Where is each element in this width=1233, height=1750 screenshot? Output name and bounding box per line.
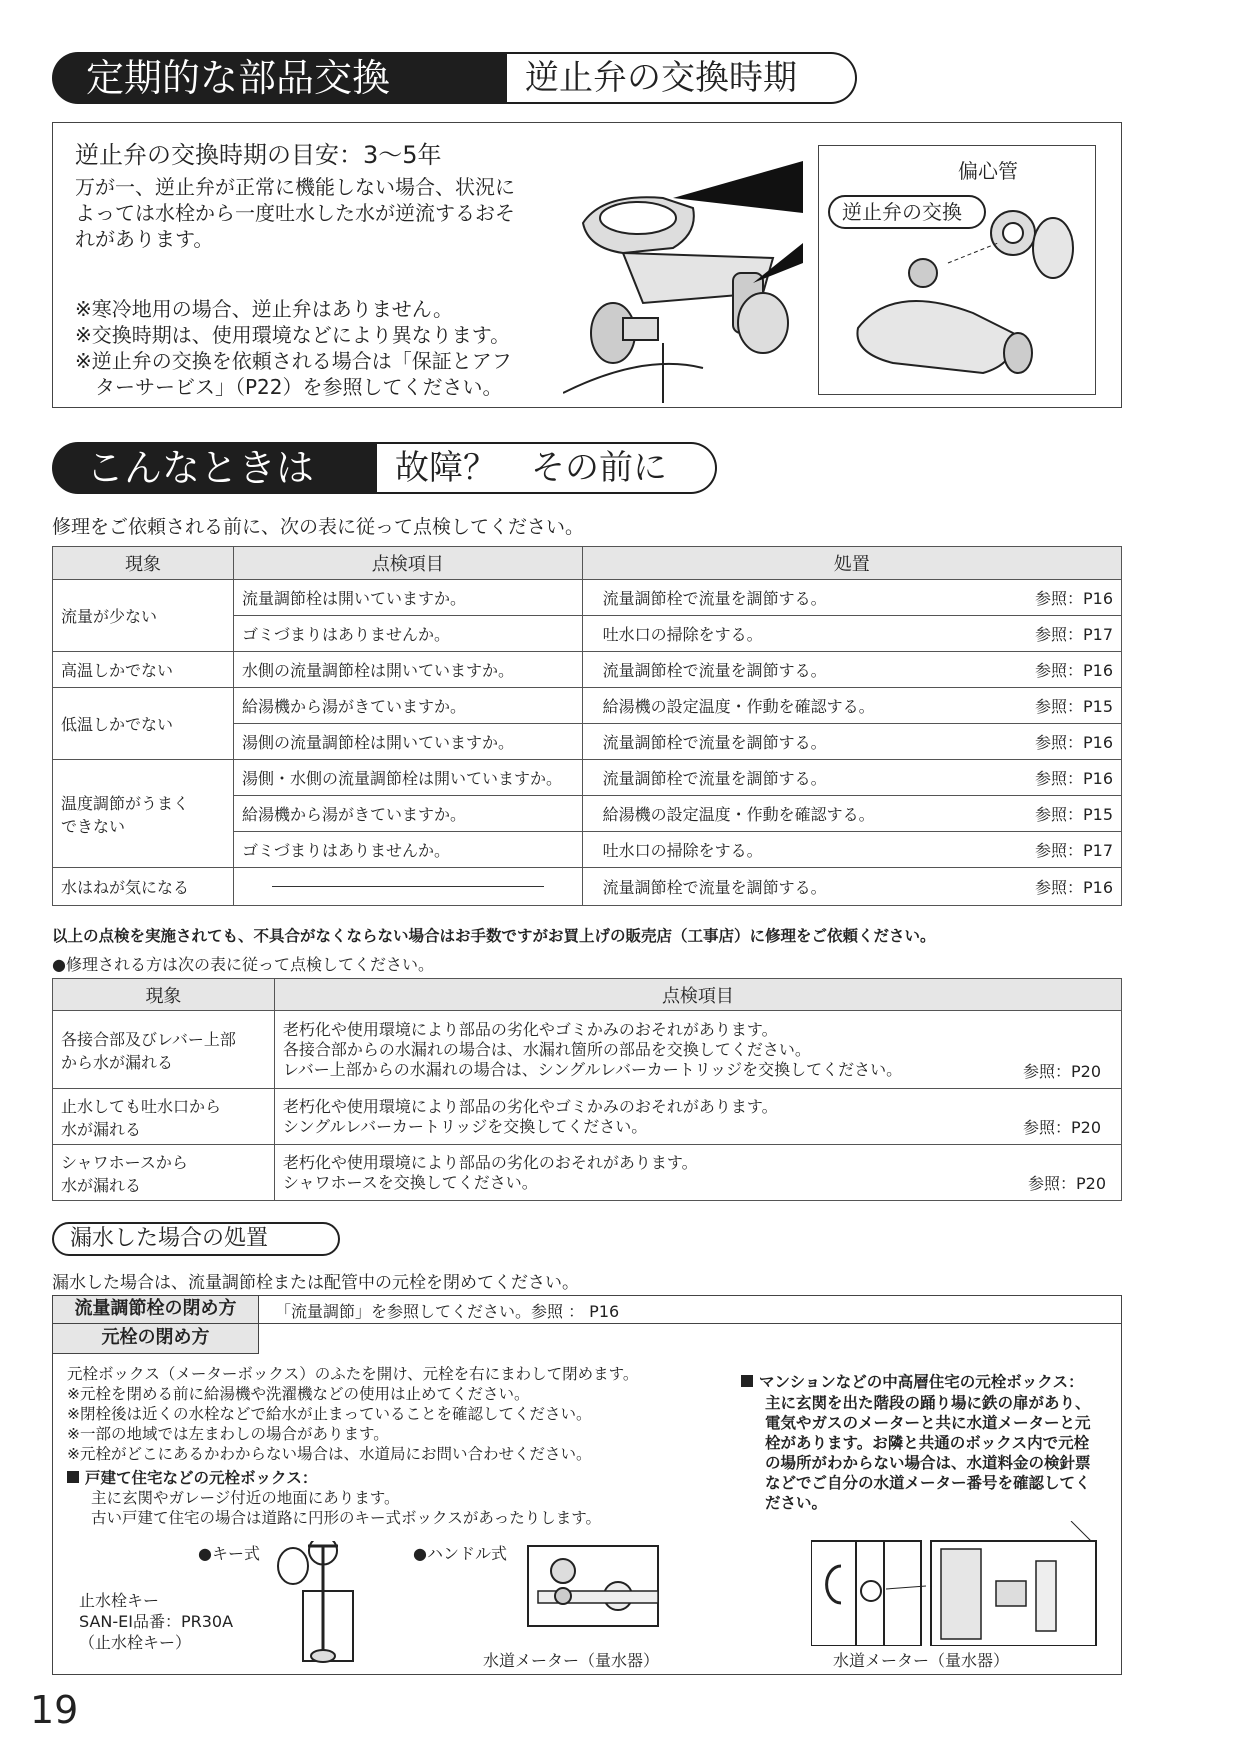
mansion-title (741, 1370, 1084, 1392)
mansion-body-3: 栓があります。お隣と共通のボックス内で元栓 (765, 1434, 1090, 1452)
repair-table (52, 978, 1122, 1201)
action-text: 給湯機の設定温度・作動を確認する。 (602, 805, 875, 824)
section-title: 定期的な部品交換 (52, 52, 507, 104)
row1-label-cell: 流量調節栓の閉め方 (53, 1296, 259, 1324)
check-cell (274, 1145, 1121, 1201)
valve-body-1: 元栓ボックス（メーターボックス）のふたを開け、元栓を右にまわして閉めます。 (67, 1365, 639, 1383)
mansion-title-text: マンションなどの中高層住宅の元栓ボックス： (759, 1373, 1084, 1391)
ref-text: 参照：P16 (1034, 589, 1113, 608)
key-note-2: SAN-EI品番：PR30A (79, 1612, 234, 1631)
valve-note-1: ※寒冷地用の場合、逆止弁はありません。 (75, 297, 453, 321)
action-text: 流量調節栓で流量を調節する。 (602, 769, 827, 788)
col-header: 点検項目 (274, 979, 1121, 1011)
check-cell (274, 1011, 1121, 1089)
key-box-illustration (253, 1541, 393, 1671)
ref-text: 参照：P20 (1022, 1062, 1101, 1081)
check-text: 老朽化や使用環境により部品の劣化やゴミかみのおそれがあります。 各接合部からの水漏れの場合は、水漏れ箇所の部品を交換してください。 レバー上部からの水漏れの場合は、シングルレバーカートリッジを交換してください。 (282, 1019, 903, 1079)
row2-label-cell: 元栓の閉め方 (53, 1324, 259, 1354)
valve-note-2: ※交換時期は、使用環境などにより異なります。 (75, 323, 511, 347)
ref-text: 参照：P15 (1034, 805, 1113, 824)
symptom-cell: 低温しかでない (53, 688, 234, 760)
check-cell: 給湯機から湯がきていますか。 (233, 688, 582, 724)
repair-instruction: ●修理される方は次の表に従って点検してください。 (52, 955, 434, 974)
action-cell (582, 616, 1121, 652)
house-body-1: 主に玄関やガレージ付近の地面にあります。 (91, 1489, 400, 1507)
ref-text: 参照：P17 (1034, 841, 1113, 860)
mansion-body-2: 電気やガスのメーターと共に水道メーターと元 (765, 1414, 1091, 1432)
action-cell (582, 760, 1121, 796)
action-text: 流量調節栓で流量を調節する。 (602, 733, 827, 752)
valve-body-2: ※元栓を閉める前に給湯機や洗濯機などの使用は止めてください。 (67, 1385, 530, 1403)
valve-body-4: ※一部の地域では左まわしの場合があります。 (67, 1425, 389, 1443)
valve-para-1: 万が一、逆止弁が正常に機能しない場合、状況に (75, 175, 515, 199)
troubleshoot-table (52, 546, 1122, 906)
valve-replace-label: 逆止弁の交換 (828, 195, 986, 229)
ref-text: 参照：P20 (1027, 1174, 1106, 1193)
row1-divider (259, 1323, 1121, 1324)
check-cell (274, 1089, 1121, 1145)
key-type-label: ●キー式 (198, 1544, 260, 1563)
action-cell (582, 652, 1121, 688)
handle-box-illustration (518, 1541, 678, 1636)
house-title-text: 戸建て住宅などの元栓ボックス： (85, 1469, 318, 1487)
ref-text: 参照：P16 (1034, 769, 1113, 788)
check-valve-panel (52, 122, 1122, 408)
action-cell (582, 580, 1121, 616)
key-note-1: 止水栓キー (79, 1591, 160, 1610)
mansion-box-illustration (811, 1521, 1111, 1646)
valve-body-3: ※閉栓後は近くの水栓などで給水が止まっていることを確認してください。 (67, 1405, 592, 1423)
col-header: 現象 (53, 979, 275, 1011)
ref-text: 参照：P16 (1034, 661, 1113, 680)
valve-note-3: ※逆止弁の交換を依頼される場合は「保証とアフ (75, 349, 512, 373)
action-cell (582, 688, 1121, 724)
check-cell: ゴミづまりはありませんか。 (233, 616, 582, 652)
mansion-body-6: ださい。 (765, 1494, 828, 1512)
check-cell: ゴミづまりはありませんか。 (233, 832, 582, 868)
symptom-cell: 温度調節がうまく できない (53, 760, 234, 868)
action-cell (582, 868, 1121, 906)
check-cell: 湯側・水側の流量調節栓は開いていますか。 (233, 760, 582, 796)
action-cell (582, 796, 1121, 832)
action-text: 流量調節栓で流量を調節する。 (602, 589, 827, 608)
symptom-cell: 各接合部及びレバー上部 から水が漏れる (53, 1011, 275, 1089)
action-cell (582, 724, 1121, 760)
section-subtitle: 故障？ その前に (377, 442, 717, 494)
check-cell-empty (233, 868, 582, 906)
trouble-intro: 修理をご依頼される前に、次の表に従って点検してください。 (52, 516, 585, 538)
square-bullet-icon (67, 1471, 79, 1483)
symptom-cell: 水はねが気になる (53, 868, 234, 906)
section-header-parts (52, 52, 852, 104)
action-text: 流量調節栓で流量を調節する。 (602, 661, 827, 680)
valve-detail-illustration (853, 163, 1093, 393)
symptom-cell: 高温しかでない (53, 652, 234, 688)
action-text: 給湯機の設定温度・作動を確認する。 (602, 697, 875, 716)
col-header: 処置 (582, 547, 1121, 580)
meter-label-right: 水道メーター（量水器） (833, 1651, 1010, 1670)
check-cell: 湯側の流量調節栓は開いていますか。 (233, 724, 582, 760)
col-header: 点検項目 (233, 547, 582, 580)
repair-note: 以上の点検を実施されても、不具合がなくならない場合はお手数ですがお買上げの販売店（工事店）に修理をご依頼ください。 (52, 927, 936, 945)
valve-body-5: ※元栓がどこにあるかわからない場合は、水道局にお問い合わせください。 (67, 1445, 592, 1463)
check-cell: 水側の流量調節栓は開いていますか。 (233, 652, 582, 688)
mansion-body-4: の場所がわからない場合は、水道料金の検針票 (765, 1454, 1091, 1472)
symptom-cell: 止水しても吐水口から 水が漏れる (53, 1089, 275, 1145)
col-header: 現象 (53, 547, 234, 580)
symptom-cell: 流量が少ない (53, 580, 234, 652)
check-cell: 流量調節栓は開いていますか。 (233, 580, 582, 616)
leak-intro: 漏水した場合は、流量調節栓または配管中の元栓を閉めてください。 (52, 1273, 579, 1293)
check-text: 老朽化や使用環境により部品の劣化のおそれがあります。 シャワホースを交換してください。 (282, 1152, 698, 1192)
section-title: こんなときは (52, 442, 377, 494)
section-header-trouble (52, 442, 732, 494)
symptom-cell: シャワホースから 水が漏れる (53, 1145, 275, 1201)
section-subtitle: 逆止弁の交換時期 (507, 52, 857, 104)
ref-text: 参照：P15 (1034, 697, 1113, 716)
valve-para-3: れがあります。 (75, 227, 214, 251)
mansion-body-1: 主に玄関を出た階段の踊り場に鉄の扉があり、 (765, 1394, 1091, 1412)
key-note-3: （止水栓キー） (79, 1633, 192, 1652)
ref-text: 参照：P16 (1034, 733, 1113, 752)
check-cell: 給湯機から湯がきていますか。 (233, 796, 582, 832)
square-bullet-icon (741, 1375, 753, 1387)
mansion-body-5: などでご自分の水道メーター番号を確認してく (765, 1474, 1091, 1492)
ref-text: 参照：P17 (1034, 625, 1113, 644)
valve-para-2: よっては水栓から一度吐水した水が逆流するおそ (75, 201, 515, 225)
eccentric-pipe-label: 偏心管 (958, 159, 1018, 183)
dash-line (272, 886, 544, 887)
leak-panel (52, 1295, 1122, 1675)
action-cell (582, 832, 1121, 868)
action-text: 吐水口の掃除をする。 (602, 841, 763, 860)
valve-note-4: ターサービス」（P22）を参照してください。 (75, 375, 503, 399)
page-number: 19 (30, 1688, 79, 1732)
leak-section-title: 漏水した場合の処置 (52, 1222, 340, 1256)
meter-label-left: 水道メーター（量水器） (483, 1651, 660, 1670)
house-title (67, 1466, 317, 1488)
house-body-2: 古い戸建て住宅の場合は道路に円形のキー式ボックスがあったりします。 (91, 1509, 601, 1527)
ref-text: 参照：P20 (1022, 1118, 1101, 1137)
row1-text: 「流量調節」を参照してください。参照 ： P16 (275, 1302, 620, 1321)
action-text: 吐水口の掃除をする。 (602, 625, 763, 644)
check-text: 老朽化や使用環境により部品の劣化やゴミかみのおそれがあります。 シングルレバーカートリッジを交換してください。 (282, 1096, 778, 1136)
ref-text: 参照：P16 (1034, 878, 1113, 897)
handle-type-label: ●ハンドル式 (413, 1544, 507, 1563)
valve-heading: 逆止弁の交換時期の目安：3～5年 (75, 141, 442, 169)
action-text: 流量調節栓で流量を調節する。 (602, 878, 827, 897)
